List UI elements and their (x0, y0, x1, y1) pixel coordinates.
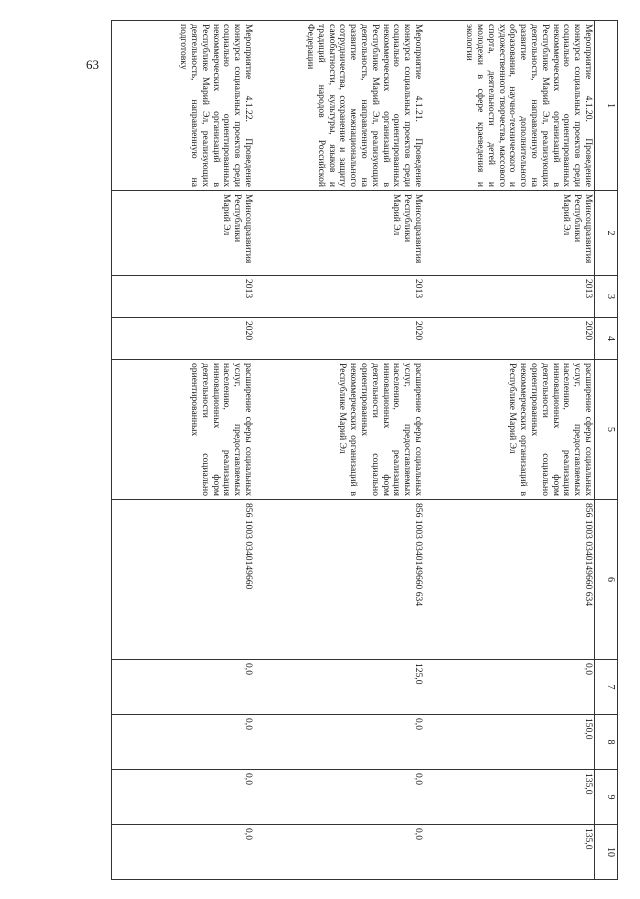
value-cell: 0,0 (112, 715, 255, 770)
expected-result-cell: расширение сферы социальных услуг, предоставляемых населению, реализация инновационных форм деятельности социально ориентированных (112, 360, 255, 500)
value-cell: 135,0 (424, 770, 595, 825)
event-name-cell: Мероприятие 4.1.20. Проведение конкурса социальных проектов среди социально ориентированных некоммерческих организаций в Республике Марий Эл, реализующих деятельность, направленную на развитие дополнительного образования, научно-технического и художественного творчества, массового спорта, деятельности детей и молодежи в сфере краеведения и экологии (424, 21, 595, 191)
start-year-cell: 2013 (112, 276, 255, 318)
budget-code-cell: 856 1003 0340149660 634 (254, 500, 424, 660)
event-name-cell: Мероприятие 4.1.21. Проведение конкурса социальных проектов среди социально ориентированных некоммерческих организаций в Республике Марий Эл, реализующих деятельность, направленную на развитие межнационального сотрудничества, сохранение и защиту самобытности, культуры, языков и традиций народов Российской Федерации (254, 21, 424, 191)
start-year-cell: 2013 (254, 276, 424, 318)
expected-result-cell: расширение сферы социальных услуг, предоставляемых населению, реализация инновационных форм деятельности социально ориентированных некоммерческих организаций в Республике Марий Эл (424, 360, 595, 500)
table-row (112, 21, 255, 880)
value-cell: 0,0 (424, 660, 595, 715)
column-header: 3 (595, 276, 618, 318)
expected-result-cell: расширение сферы социальных услуг, предоставляемых населению, реализация инновационных форм деятельности социально ориентированных некоммерческих организаций в Республике Марий Эл (254, 360, 424, 500)
budget-code-cell: 856 1003 0340149660 634 (424, 500, 595, 660)
column-number-header-row (595, 21, 618, 880)
program-measures-table (111, 20, 618, 880)
column-header: 4 (595, 318, 618, 360)
column-header: 6 (595, 500, 618, 660)
value-cell: 135,0 (424, 825, 595, 880)
value-cell: 0,0 (112, 660, 255, 715)
column-header: 7 (595, 660, 618, 715)
page-number: 63 (86, 57, 99, 72)
end-year-cell: 2020 (254, 318, 424, 360)
executor-cell: Минсоцразвития Республики Марий Эл (424, 191, 595, 276)
column-header: 1 (595, 21, 618, 191)
value-cell: 0,0 (254, 715, 424, 770)
end-year-cell: 2020 (112, 318, 255, 360)
value-cell: 0,0 (254, 825, 424, 880)
value-cell: 0,0 (254, 770, 424, 825)
column-header: 2 (595, 191, 618, 276)
event-name-cell: Мероприятие 4.1.22. Проведение конкурса социальных проектов среди социально ориентированных некоммерческих организаций в Республике Марий Эл, реализующих деятельность, направленную на подготовку (112, 21, 255, 191)
value-cell: 150,0 (424, 715, 595, 770)
value-cell: 0,0 (112, 770, 255, 825)
start-year-cell: 2013 (424, 276, 595, 318)
value-cell: 125,0 (254, 660, 424, 715)
rotated-table-container (118, 20, 618, 879)
budget-code-cell: 856 1003 0340149660 (112, 500, 255, 660)
column-header: 10 (595, 825, 618, 880)
executor-cell: Минсоцразвития Республики Марий Эл (254, 191, 424, 276)
end-year-cell: 2020 (424, 318, 595, 360)
table-row (424, 21, 595, 880)
column-header: 9 (595, 770, 618, 825)
value-cell: 0,0 (112, 825, 255, 880)
column-header: 5 (595, 360, 618, 500)
column-header: 8 (595, 715, 618, 770)
table-row (254, 21, 424, 880)
executor-cell: Минсоцразвития Республики Марий Эл (112, 191, 255, 276)
